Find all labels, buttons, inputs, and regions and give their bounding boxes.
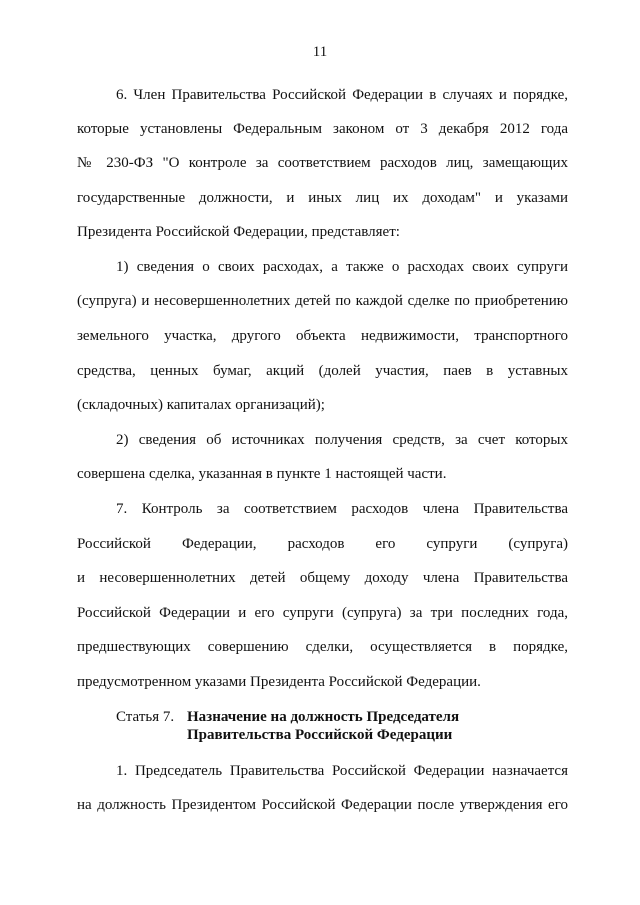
text-line: средства, ценных бумаг, акций (долей участия, паев в уставных bbox=[77, 363, 568, 379]
text-line: № 230-ФЗ "О контроле за соответствием расходов лиц, замещающих bbox=[77, 155, 568, 171]
article-title-line: Назначение на должность Председателя bbox=[187, 709, 460, 725]
text-line: (складочных) капиталах организаций); bbox=[77, 397, 325, 413]
text-line: 1) сведения о своих расходах, а также о расходах своих супруги bbox=[116, 259, 568, 275]
text-line: 6. Член Правительства Российской Федерации в случаях и порядке, bbox=[116, 87, 568, 103]
text-line: на должность Президентом Российской Федерации после утверждения его bbox=[77, 797, 568, 813]
text-line: Российской Федерации и его супруги (супруга) за три последних года, bbox=[77, 605, 568, 621]
article-label: Статья 7. bbox=[116, 709, 175, 725]
text-line: земельного участка, другого объекта недвижимости, транспортного bbox=[77, 328, 568, 344]
text-line: государственные должности, и иных лиц их доходам" и указами bbox=[77, 190, 568, 206]
text-line: Российской Федерации, расходов его супруги (супруга) bbox=[77, 536, 568, 552]
text-line: Президента Российской Федерации, представляет: bbox=[77, 224, 400, 240]
text-line: предусмотренном указами Президента Российской Федерации. bbox=[77, 674, 481, 690]
text-line: и несовершеннолетних детей общему доходу члена Правительства bbox=[77, 570, 568, 586]
page-number: 11 bbox=[312, 44, 328, 60]
text-line: 7. Контроль за соответствием расходов члена Правительства bbox=[116, 501, 568, 517]
text-line: (супруга) и несовершеннолетних детей по каждой сделке по приобретению bbox=[77, 293, 568, 309]
text-line: совершена сделка, указанная в пункте 1 настоящей части. bbox=[77, 466, 447, 482]
text-line: которые установлены Федеральным законом от 3 декабря 2012 года bbox=[77, 121, 568, 137]
text-line: 1. Председатель Правительства Российской Федерации назначается bbox=[116, 763, 568, 779]
text-line: предшествующих совершению сделки, осуществляется в порядке, bbox=[77, 639, 568, 655]
article-title-line: Правительства Российской Федерации bbox=[187, 727, 453, 743]
text-line: 2) сведения об источниках получения средств, за счет которых bbox=[116, 432, 568, 448]
